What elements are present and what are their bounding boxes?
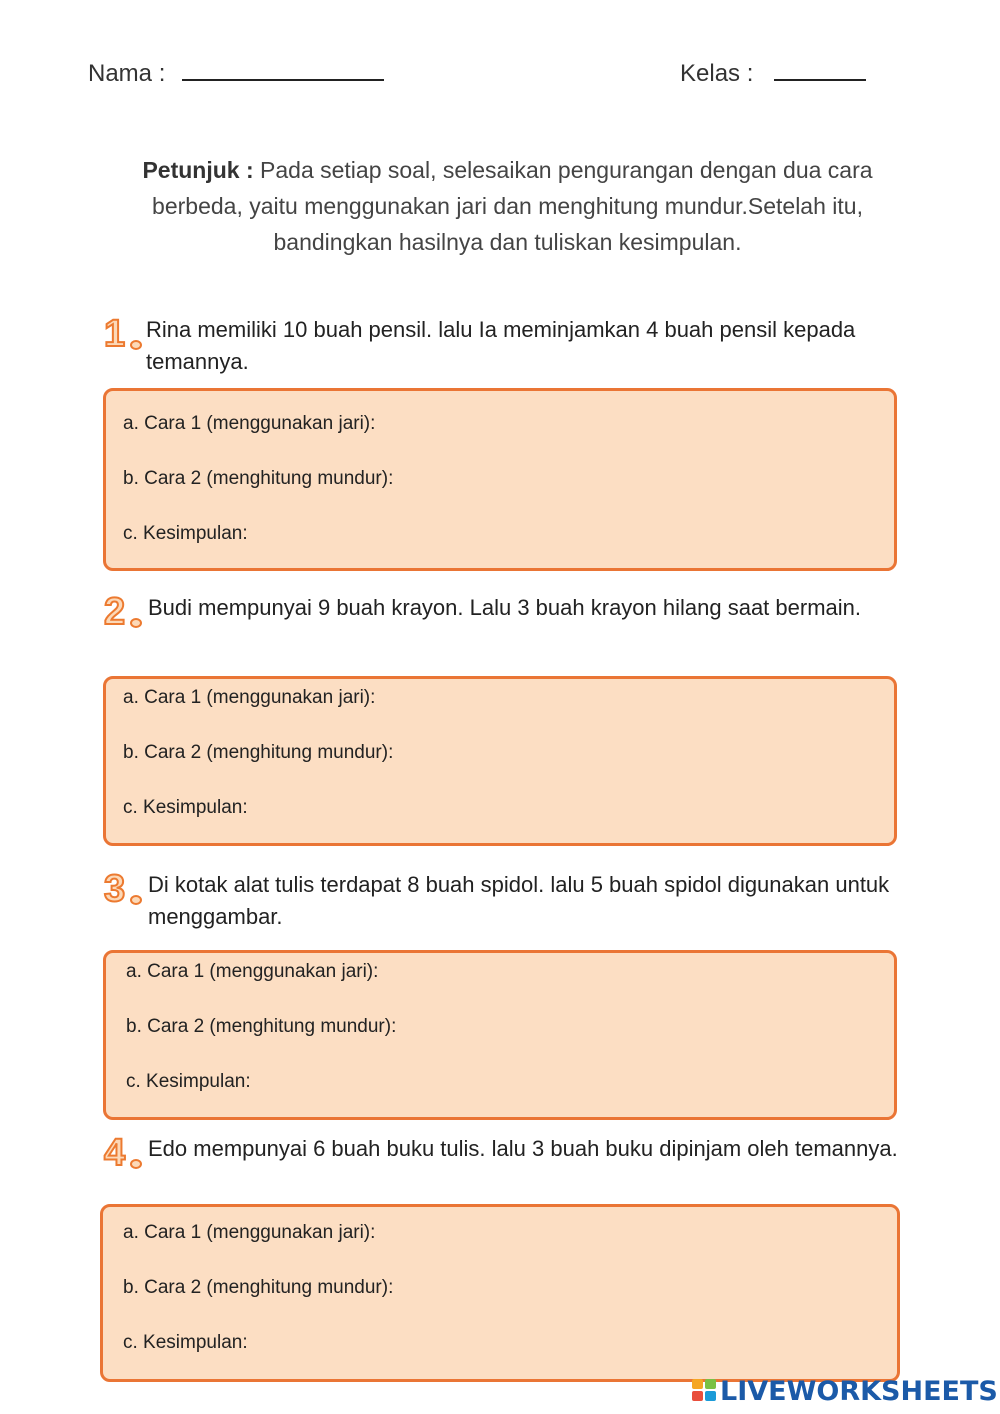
- class-field: [680, 60, 866, 88]
- answer-box-2[interactable]: [103, 676, 897, 846]
- answer-kesimpulan: c. Kesimpulan:: [123, 797, 248, 818]
- instructions-label: Petunjuk :: [142, 157, 254, 183]
- name-label: Nama :: [88, 60, 166, 87]
- answer-cara-1: a. Cara 1 (menggunakan jari):: [123, 687, 376, 708]
- answer-kesimpulan: c. Kesimpulan:: [126, 1071, 251, 1092]
- question-text-4: Edo mempunyai 6 buah buku tulis. lalu 3 buah buku dipinjam oleh temannya.: [148, 1136, 898, 1161]
- answer-cara-2: b. Cara 2 (menghitung mundur):: [123, 742, 394, 763]
- answer-cara-1: a. Cara 1 (menggunakan jari):: [126, 961, 379, 982]
- question-text-3: Di kotak alat tulis terdapat 8 buah spidol. lalu 5 buah spidol digunakan untuk menggambar.: [148, 872, 890, 929]
- instructions-text: Pada setiap soal, selesaikan pengurangan dengan dua cara berbeda, yaitu menggunakan jari dan menghitung mundur.Setelah itu, bandingkan hasilnya dan tuliskan kesimpulan.: [152, 157, 873, 255]
- answer-cara-2: b. Cara 2 (menghitung mundur):: [123, 468, 394, 489]
- question-number-2: 2: [104, 592, 144, 632]
- answer-cara-2: b. Cara 2 (menghitung mundur):: [126, 1016, 397, 1037]
- answer-box-3[interactable]: [103, 950, 897, 1120]
- answer-cara-2: b. Cara 2 (menghitung mundur):: [123, 1277, 394, 1298]
- liveworksheets-logo-text: LIVEWORKSHEETS: [720, 1375, 998, 1407]
- question-number-1: 1: [104, 314, 144, 354]
- name-field: [88, 60, 384, 88]
- answer-cara-1: a. Cara 1 (menggunakan jari):: [123, 1222, 376, 1243]
- answer-box-4[interactable]: [100, 1204, 900, 1382]
- liveworksheets-logo: [692, 1376, 998, 1406]
- question-number-3: 3: [104, 869, 144, 909]
- answer-box-1[interactable]: [103, 388, 897, 571]
- answer-kesimpulan: c. Kesimpulan:: [123, 523, 248, 544]
- class-input-line[interactable]: [774, 61, 866, 81]
- answer-cara-1: a. Cara 1 (menggunakan jari):: [123, 413, 376, 434]
- question-text-1: Rina memiliki 10 buah pensil. lalu Ia meminjamkan 4 buah pensil kepada temannya.: [146, 317, 856, 374]
- answer-kesimpulan: c. Kesimpulan:: [123, 1332, 248, 1353]
- question-text-2: Budi mempunyai 9 buah krayon. Lalu 3 buah krayon hilang saat bermain.: [148, 595, 862, 620]
- question-number-4: 4: [104, 1133, 144, 1173]
- liveworksheets-logo-icon: [692, 1379, 718, 1403]
- name-input-line[interactable]: [182, 61, 384, 81]
- instructions: [95, 152, 920, 260]
- class-label: Kelas :: [680, 60, 754, 87]
